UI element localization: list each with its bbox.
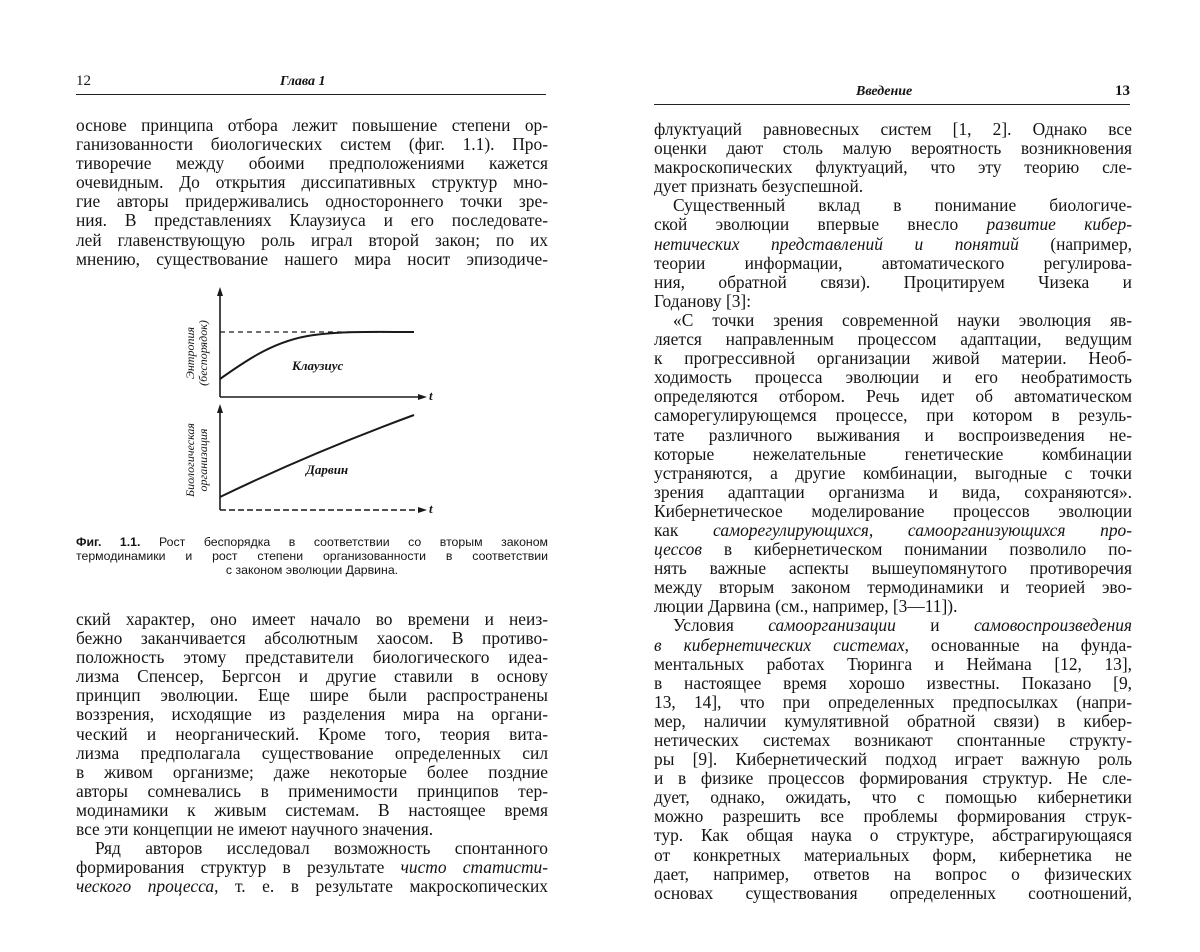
text-line: которые нежелательные генетические комбинации xyxy=(654,443,1132,464)
text-run-italic: саморегулирующихся, самоорганизующихся про- xyxy=(713,519,1132,540)
text-line: ческий и неорганический. Кроме того, теория вита- xyxy=(76,723,548,744)
text-run-italic: развитие кибер- xyxy=(986,214,1132,235)
text-run: ской эволюции впервые внесло xyxy=(654,214,987,235)
text-run: в кибернетическом понимании позволило по- xyxy=(701,539,1132,560)
text-line: гие авторы придерживались одностороннего точки зре- xyxy=(76,191,548,212)
text-run: , основанные на фунда- xyxy=(904,634,1132,655)
running-head-right xyxy=(654,80,1130,105)
text-line: авторы сомневались в применимости принципов тер- xyxy=(76,780,548,801)
figure-1-1 xyxy=(176,285,466,520)
text-line: нетических системах возникают спонтанные структу- xyxy=(654,730,1132,750)
upper-y-label-line2: (беспорядок) xyxy=(196,320,210,386)
text-run-italic: в кибернетических системах xyxy=(654,634,905,655)
darwin-curve xyxy=(220,415,414,497)
text-line: к прогрессивной организации живой материи. Необ- xyxy=(654,348,1132,369)
text-line: дует признать безуспешной. xyxy=(654,176,864,197)
text-line: ходимость процесса эволюции и его необратимость xyxy=(654,367,1132,388)
text-line: мер, наличии кумулятивной обратной связи) в кибер- xyxy=(654,710,1132,731)
text-run: (например, xyxy=(1018,233,1132,254)
text-line: от конкретных материальных форм, кибернетика не xyxy=(654,844,1132,865)
text-line: бежно заканчивается абсолютным хаосом. В противо- xyxy=(76,628,548,649)
text-line: макроскопических флуктуаций, что эту теорию сле- xyxy=(654,157,1132,178)
text-line: модинамики к живым системам. В настоящее время xyxy=(76,799,548,820)
text-line: Существенный вклад в понимание биологиче- xyxy=(673,195,1132,216)
lower-t-label: t xyxy=(429,501,433,516)
running-title-left: Глава 1 xyxy=(280,74,326,89)
page-number-left: 12 xyxy=(76,73,91,89)
lower-y-arrow xyxy=(217,404,223,413)
text-line: лизма Спенсер, Бергсон и другие ставили в основу xyxy=(76,666,548,687)
lower-y-label xyxy=(184,405,210,515)
text-line: положность этому представители биологического идеа- xyxy=(76,647,548,668)
text-line: и в физике процессов формирования структур. Не сле- xyxy=(654,768,1132,789)
lower-x-arrow xyxy=(418,507,427,513)
lower-y-label-line2: организация xyxy=(196,428,210,492)
text-run-italic: самовоспроизведения xyxy=(973,615,1132,636)
upper-y-arrow xyxy=(217,287,223,296)
text-line: саморегулирующемся процессе, при котором в резуль- xyxy=(654,405,1132,426)
text-run-italic: чисто статисти- xyxy=(400,857,548,878)
text-line xyxy=(654,521,1132,540)
text-run: и xyxy=(895,615,974,636)
text-line: все эти концепции не имеют научного значения. xyxy=(76,819,434,840)
text-line: основе принципа отбора лежит повышение степени ор- xyxy=(76,115,548,135)
text-run-italic: самоорганизации xyxy=(768,615,896,636)
left-top-text xyxy=(76,116,548,269)
text-line xyxy=(76,858,548,877)
caption-line-2: термодинамики и рост степени организованности в соответствии xyxy=(76,549,548,563)
text-line: между вторым законом термодинамики и теорией эво- xyxy=(654,577,1132,598)
text-line: принцип эволюции. Еще шире были распространены xyxy=(76,685,548,706)
text-line: Годанову [3]: xyxy=(654,290,752,311)
darwin-label: Дарвин xyxy=(306,462,349,477)
text-line: лей главенствующую роль играл второй закон; по их xyxy=(76,229,548,250)
text-line: устраняются, а другие комбинации, выгодные с точки xyxy=(654,462,1132,483)
text-line: флуктуаций равновесных систем [1, 2]. Однако все xyxy=(654,119,1132,139)
text-line: теории информации, автоматического регулирова- xyxy=(654,252,1132,273)
text-line: нять важные аспекты вышеупомянутого противоречия xyxy=(654,558,1132,579)
upper-x-arrow xyxy=(418,394,427,400)
text-line: ганизованности биологических систем (фиг. 1.1). Про- xyxy=(76,134,548,155)
text-line: мнению, существование нашего мира носит эпизодиче- xyxy=(76,248,548,269)
caption-label: Фиг. 1.1. xyxy=(76,535,141,549)
text-run: формирования структур в результате xyxy=(76,857,401,878)
text-line: основах существования определенных соотношений, xyxy=(654,882,1132,903)
text-line: определяются отбором. Речь идет об автоматическом xyxy=(654,386,1132,407)
text-line xyxy=(76,877,548,896)
text-line: лизма предполагала существование определенных сил xyxy=(76,742,548,763)
text-line: ния, обратной связи). Процитируем Чизека и xyxy=(654,271,1132,292)
right-text xyxy=(654,120,1132,903)
text-line xyxy=(654,215,1132,234)
text-line xyxy=(654,235,1132,254)
text-line: оценки дают столь малую вероятность возникновения xyxy=(654,138,1132,159)
text-run-italic: нетических представлений и понятий xyxy=(654,233,1019,254)
text-line xyxy=(654,616,1132,635)
text-line xyxy=(654,636,1132,655)
text-line xyxy=(654,540,1132,559)
text-line: воззрения, исходящие из разделения мира на органи- xyxy=(76,704,548,725)
text-line: Кибернетическое моделирование процессов эволюции xyxy=(654,500,1132,521)
text-line: в настоящее время хорошо известны. Показано [9, xyxy=(654,672,1132,693)
text-line: ляется направленным процессом адаптации, ведущим xyxy=(654,329,1132,350)
running-title-right: Введение xyxy=(856,84,913,99)
text-run-italic: ческого процесса xyxy=(76,876,215,897)
clausius-label: Клаузиус xyxy=(292,358,344,373)
text-run: Условия xyxy=(673,615,769,636)
text-line: ния. В представлениях Клаузиуса и его последовате- xyxy=(76,210,548,231)
running-head-left xyxy=(76,70,546,95)
text-line: тиворечие между обоими предположениями кажется xyxy=(76,153,548,174)
text-line: дует, однако, ожидать, что с помощью кибернетики xyxy=(654,787,1132,808)
upper-y-label xyxy=(184,313,210,393)
text-line: ры [9]. Кибернетический подход играет важную роль xyxy=(654,749,1132,770)
text-line: ментальных работах Тюринга и Неймана [12, 13], xyxy=(654,653,1132,674)
text-line: люции Дарвина (см., например, [3—11]). xyxy=(654,596,958,617)
text-line: 13, 14], что при определенных предпосылках (напри- xyxy=(654,691,1132,712)
figure-diagram xyxy=(176,285,466,520)
text-run: как xyxy=(654,519,714,540)
caption-line-1 xyxy=(76,535,548,549)
text-line: тате различного выживания и воспроизведения не- xyxy=(654,424,1132,445)
text-run: , т. е. в результате макроскопических xyxy=(214,876,549,897)
text-line: «С точки зрения современной науки эволюция яв- xyxy=(673,309,1132,330)
caption-text-1: Рост беспорядка в соответствии со вторым законом xyxy=(159,535,549,549)
text-line: в живом организме; даже некоторые более поздние xyxy=(76,761,548,782)
text-line: дает, например, ответов на вопрос о физических xyxy=(654,863,1132,884)
figure-caption xyxy=(76,535,548,577)
text-line: ский характер, оно имеет начало во времени и неиз- xyxy=(76,609,548,629)
left-bottom-text xyxy=(76,610,548,896)
lower-y-label-line1: Биологическая xyxy=(183,423,197,497)
text-line: тур. Как общая наука о структуре, абстрагирующаяся xyxy=(654,825,1132,846)
text-line: Ряд авторов исследовал возможность спонтанного xyxy=(95,838,548,859)
upper-t-label: t xyxy=(429,388,433,403)
text-line: зрения адаптации организма и вида, сохраняются». xyxy=(654,481,1132,502)
caption-line-3: с законом эволюции Дарвина. xyxy=(225,563,399,577)
text-line: очевидным. До открытия диссипативных структур мно- xyxy=(76,172,548,193)
page-number-right: 13 xyxy=(1115,83,1130,99)
upper-y-label-line1: Энтропия xyxy=(183,326,197,380)
text-run-italic: цессов xyxy=(654,539,702,560)
text-line: можно разрешить все проблемы формирования струк- xyxy=(654,806,1132,827)
